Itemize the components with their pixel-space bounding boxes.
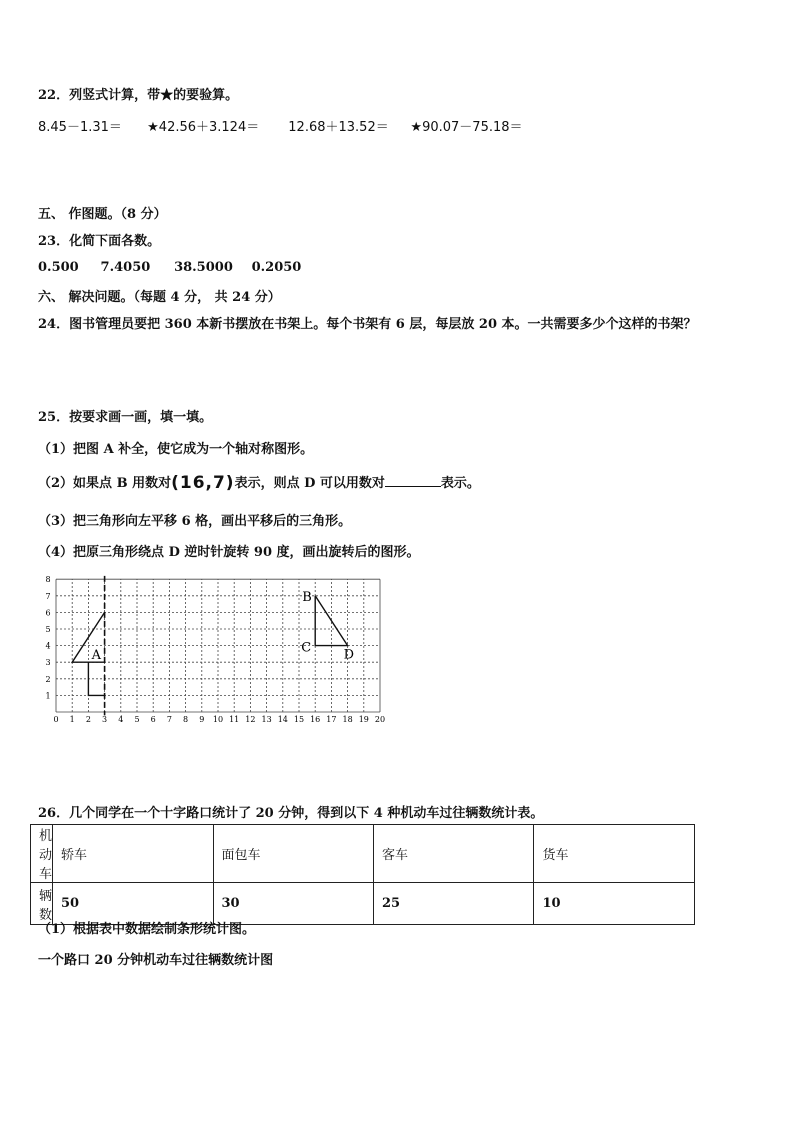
table-cell: 机动车 (31, 825, 53, 883)
x-tick-label: 16 (310, 715, 321, 724)
x-tick-label: 5 (134, 715, 140, 724)
q25-coordinate-pair: (16,7) (171, 473, 235, 493)
q22-expressions (38, 116, 523, 135)
x-tick-label: 15 (293, 715, 305, 724)
chart-title: 一个路口 20 分钟机动车过往辆数统计图 (38, 953, 274, 968)
q25-sub2-before: （2）如果点 B 用数对 (38, 476, 172, 491)
coordinate-grid (36, 574, 392, 726)
vehicle-count-table (30, 824, 695, 925)
q23-number-3: 38.5000 (174, 260, 233, 275)
x-tick-label: 6 (150, 715, 156, 724)
q25-title: 25．按要求画一画，填一填。 (38, 410, 213, 425)
q26-title: 26．几个同学在一个十字路口统计了 20 分钟，得到以下 4 种机动车过往辆数统计表。 (38, 806, 544, 821)
y-tick-label: 8 (45, 575, 51, 585)
q26-sub1: （1）根据表中数据绘制条形统计图。 (38, 922, 256, 937)
x-tick-label: 18 (342, 715, 353, 724)
table-cell: 10 (534, 883, 695, 925)
q25-sub2 (38, 472, 480, 493)
table-cell: 客车 (373, 825, 533, 883)
x-tick-label: 2 (85, 715, 91, 724)
y-tick-label: 6 (45, 608, 51, 618)
q24-title: 24．图书管理员要把 360 本新书摆放在书架上。每个书架有 6 层，每层放 20 本。一共需要多少个这样的书架？ (38, 317, 697, 332)
table-cell: 25 (373, 883, 533, 925)
q25-sub4: （4）把原三角形绕点 D 逆时针旋转 90 度，画出旋转后的图形。 (38, 545, 420, 560)
table-cell: 50 (53, 883, 213, 925)
y-tick-label: 4 (45, 641, 51, 651)
y-tick-label: 2 (45, 674, 51, 684)
label-d: D (343, 647, 355, 663)
table-cell: 30 (213, 883, 373, 925)
table-header-row (31, 825, 695, 883)
x-tick-label: 3 (102, 715, 108, 724)
x-tick-label: 20 (374, 715, 386, 724)
table-cell: 轿车 (53, 825, 213, 883)
q23-numbers (38, 260, 301, 275)
section6-title: 六、 解决问题。（每题 4 分， 共 24 分） (38, 290, 281, 305)
q22-item-2: ★42.56＋3.124＝ (147, 120, 260, 135)
q25-sub2-mid: 表示，则点 D 可以用数对 (234, 476, 385, 491)
x-tick-label: 17 (326, 715, 337, 724)
q25-sub2-after: 表示。 (440, 476, 480, 491)
x-tick-label: 0 (53, 715, 59, 724)
x-tick-label: 9 (199, 715, 205, 724)
x-tick-label: 12 (245, 715, 256, 724)
answer-blank[interactable] (385, 474, 441, 487)
y-tick-label: 3 (45, 658, 51, 668)
x-tick-label: 1 (69, 715, 75, 724)
y-tick-label: 1 (45, 691, 51, 701)
x-tick-label: 8 (183, 715, 189, 724)
x-tick-label: 13 (261, 715, 272, 724)
q23-title: 23．化简下面各数。 (38, 234, 161, 249)
x-tick-label: 19 (358, 715, 369, 724)
q25-sub3: （3）把三角形向左平移 6 格，画出平移后的三角形。 (38, 514, 352, 529)
q23-number-2: 7.4050 (100, 260, 151, 275)
y-tick-label: 7 (45, 591, 51, 601)
section5-title: 五、 作图题。（8 分） (38, 207, 167, 222)
q23-number-1: 0.500 (38, 260, 79, 275)
table-cell: 货车 (534, 825, 695, 883)
table-cell: 面包车 (213, 825, 373, 883)
label-b: B (302, 589, 312, 605)
x-tick-label: 10 (212, 715, 224, 724)
q22-item-1: 8.45－1.31＝ (38, 120, 122, 135)
q23-number-4: 0.2050 (251, 260, 302, 275)
q22-item-3: 12.68＋13.52＝ (288, 120, 389, 135)
label-a: A (91, 647, 102, 663)
label-c: C (301, 640, 312, 656)
x-tick-label: 7 (166, 715, 172, 724)
q22-title: 22．列竖式计算，带★的要验算。 (38, 88, 239, 103)
table-cell: 辆数 (31, 883, 53, 925)
x-tick-label: 11 (229, 715, 240, 724)
y-tick-label: 5 (45, 625, 51, 634)
x-tick-label: 4 (118, 715, 124, 724)
q25-sub1: （1）把图 A 补全，使它成为一个轴对称图形。 (38, 442, 314, 457)
x-tick-label: 14 (277, 715, 288, 724)
q22-item-4: ★90.07－75.18＝ (410, 120, 523, 135)
